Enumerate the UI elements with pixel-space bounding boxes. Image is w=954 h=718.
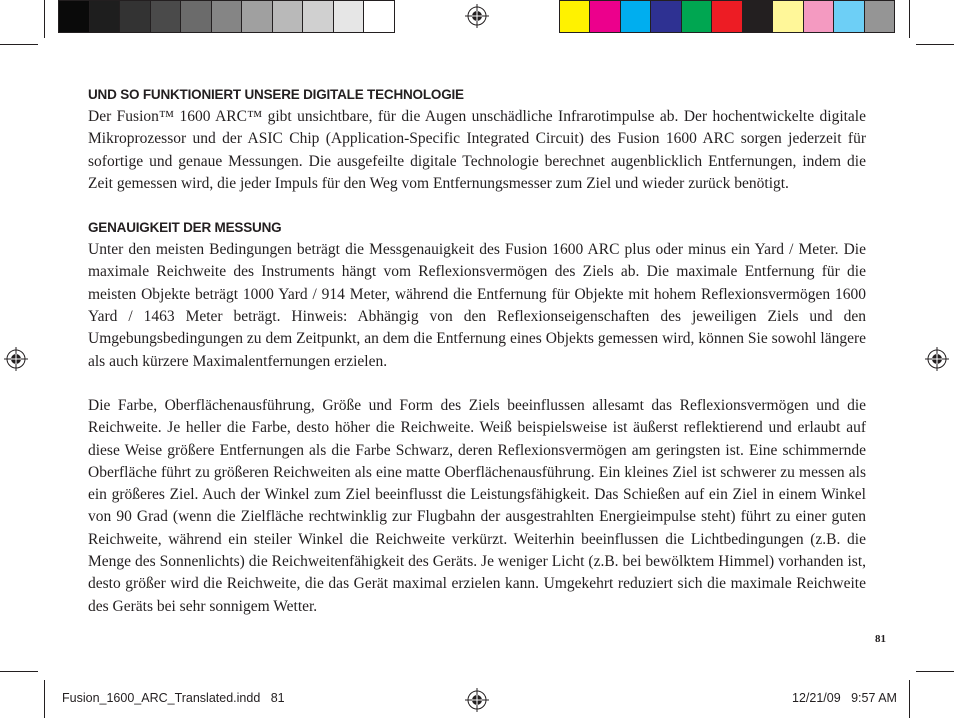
color-swatch: [151, 1, 182, 32]
color-swatch: [181, 1, 212, 32]
color-swatch: [804, 1, 834, 32]
color-swatch: [364, 1, 394, 32]
registration-mark-icon: [465, 4, 489, 28]
color-swatch: [865, 1, 894, 32]
registration-mark-icon: [4, 347, 28, 371]
process-color-bar: [559, 0, 895, 33]
crop-mark: [0, 671, 38, 672]
color-swatch: [621, 1, 651, 32]
color-swatch: [59, 1, 90, 32]
crop-mark: [916, 44, 954, 45]
crop-mark: [44, 0, 45, 38]
color-swatch: [334, 1, 365, 32]
crop-mark: [909, 680, 910, 718]
color-swatch: [834, 1, 864, 32]
grayscale-color-bar: [58, 0, 395, 33]
page-number: 81: [875, 633, 886, 645]
color-swatch: [242, 1, 273, 32]
color-swatch: [773, 1, 803, 32]
slug-file-name: Fusion_1600_ARC_Translated.indd 81: [62, 691, 285, 705]
paragraph: Die Farbe, Oberflächenausführung, Größe und Form des Ziels beeinflussen allesamt das Reflexionsvermögen und die Reichweite. Je heller die Farbe, desto höher die Reichweite. Weiß beispielsweise ist äußerst reflektierend und erlaubt auf diese Weise größere Entfernungen als die Farbe Schwarz, deren Reflexionsvermögen am geringsten ist. Eine schimmernde Oberfläche führt zu größeren Reichweiten als eine matte Oberflächenausführung. Ein kleines Ziel ist schwerer zu messen als ein größeres Ziel. Auch der Winkel zum Ziel beeinflusst die Leistungsfähigkeit. Das Schießen auf ein Ziel in einem Winkel von 90 Grad (wenn die Zielfläche rechtwinklig zur Flugbahn der ausgestrahlten Energieimpulse steht) führt zu einer guten Reichweite, während ein steiler Winkel die Reichweite verkürzt. Weiterhin beeinflussen die Lichtbedingungen (z.B. die Menge des Sonnenlichts) die Reichweitenfähigkeit des Geräts. Je weniger Licht (z.B. bei bewölktem Himmel) vorhanden ist, desto größer wird die Reichweite, die das Gerät maximal erzielen kann. Umgekehrt reduziert sich die maximale Reichweite des Geräts bei sehr sonnigem Wetter.: [88, 396, 866, 615]
color-swatch: [712, 1, 742, 32]
color-swatch: [90, 1, 121, 32]
color-swatch: [682, 1, 712, 32]
color-swatch: [273, 1, 304, 32]
crop-mark: [909, 0, 910, 38]
color-swatch: [120, 1, 151, 32]
crop-mark: [0, 44, 38, 45]
registration-mark-icon: [925, 347, 949, 371]
section-heading: UND SO FUNKTIONIERT UNSERE DIGITALE TECHNOLOGIE: [88, 87, 464, 102]
color-swatch: [560, 1, 590, 32]
paragraph: Unter den meisten Bedingungen beträgt die Messgenauigkeit des Fusion 1600 ARC plus oder minus ein Yard / Meter. Die maximale Reichweite des Instruments hängt vom Reflexionsvermögen des Ziels ab. Die maximale Entfernung für die meisten Objekte beträgt 1000 Yard / 914 Meter, während die Entfernung für Objekte mit hohem Reflexionsvermögen 1600 Yard / 1463 Meter beträgt. Hinweis: Abhängig von den Reflexionseigenschaften des jeweiligen Ziels und den Umgebungsbedingungen zu dem Zeitpunkt, an dem die Entfernung eines Objekts gemessen wird, können Sie sowohl längere als auch kürzere Maximalentfernungen erzielen.: [88, 241, 866, 370]
color-swatch: [303, 1, 334, 32]
section-heading: GENAUIGKEIT DER MESSUNG: [88, 220, 282, 236]
crop-mark: [916, 671, 954, 672]
color-swatch: [651, 1, 681, 32]
color-swatch: [590, 1, 620, 32]
color-swatch: [212, 1, 243, 32]
page-content: [88, 84, 866, 618]
color-swatch: [743, 1, 773, 32]
crop-mark: [44, 680, 45, 718]
paragraph: Der Fusion™ 1600 ARC™ gibt unsichtbare, für die Augen unschädliche Infrarotimpulse ab. Der hochentwickelte digitale Mikroprozessor und der ASIC Chip (Application-Specific Integrated Circuit) des Fusion 1600 ARC sorgen jederzeit für sofortige und genaue Messungen. Die ausgefeilte digitale Technologie berechnet augenblicklich Entfernungen, indem die Zeit gemessen wird, die jeder Impuls für den Weg vom Entfernungsmesser zum Ziel und wieder zurück benötigt.: [88, 108, 866, 192]
registration-mark-icon: [465, 688, 489, 712]
slug-datetime: 12/21/09 9:57 AM: [792, 691, 897, 705]
